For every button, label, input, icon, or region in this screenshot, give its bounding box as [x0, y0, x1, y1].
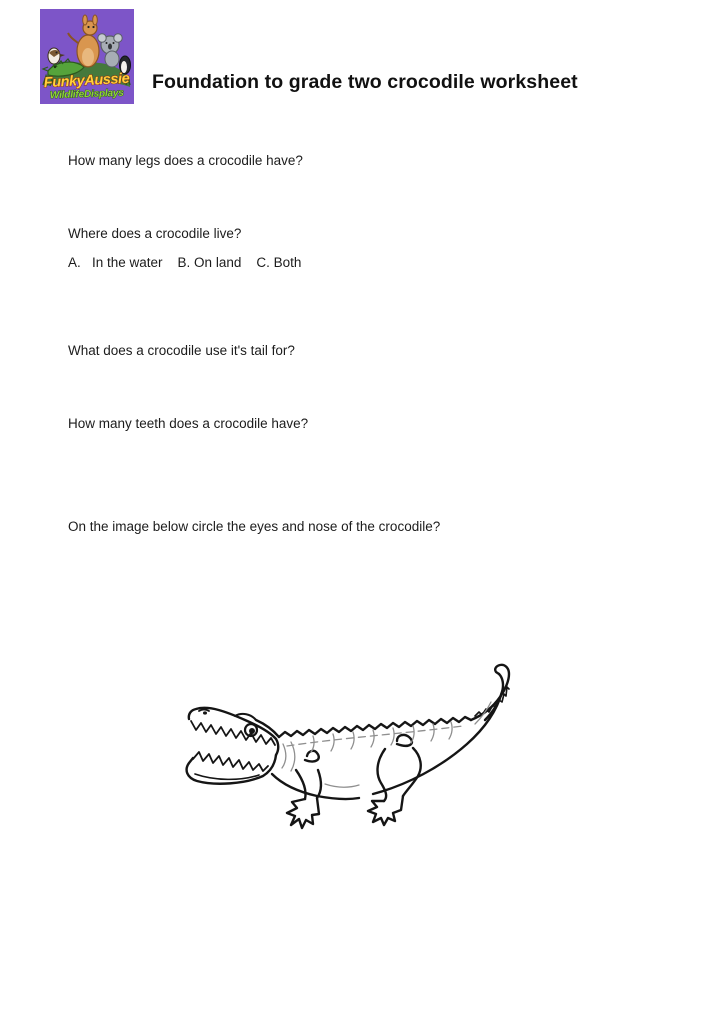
croc-pupil	[249, 728, 255, 734]
question-circle-eyes-nose: On the image below circle the eyes and nose of the crocodile?	[68, 519, 441, 534]
crocodile-illustration	[175, 652, 555, 847]
question-live-options: A. In the water B. On land C. Both	[68, 255, 302, 270]
croc-belly	[272, 774, 359, 799]
question-teeth: How many teeth does a crocodile have?	[68, 416, 309, 431]
funky-aussie-logo	[40, 9, 134, 104]
question-legs: How many legs does a crocodile have?	[68, 153, 303, 168]
logo-text-line1: FunkyAussie	[43, 70, 131, 92]
croc-back-ridge	[279, 717, 471, 737]
croc-nostril	[203, 711, 207, 714]
croc-front-leg	[305, 751, 319, 762]
logo-text-line2: WildlifeDisplays	[49, 87, 125, 102]
question-live: Where does a crocodile live?	[68, 226, 242, 241]
croc-front-foot	[287, 798, 319, 828]
croc-rear-leg	[397, 735, 412, 746]
question-tail: What does a crocodile use it's tail for?	[68, 343, 295, 358]
croc-lower-teeth	[193, 752, 268, 771]
page-title: Foundation to grade two crocodile worksheet	[152, 71, 578, 93]
